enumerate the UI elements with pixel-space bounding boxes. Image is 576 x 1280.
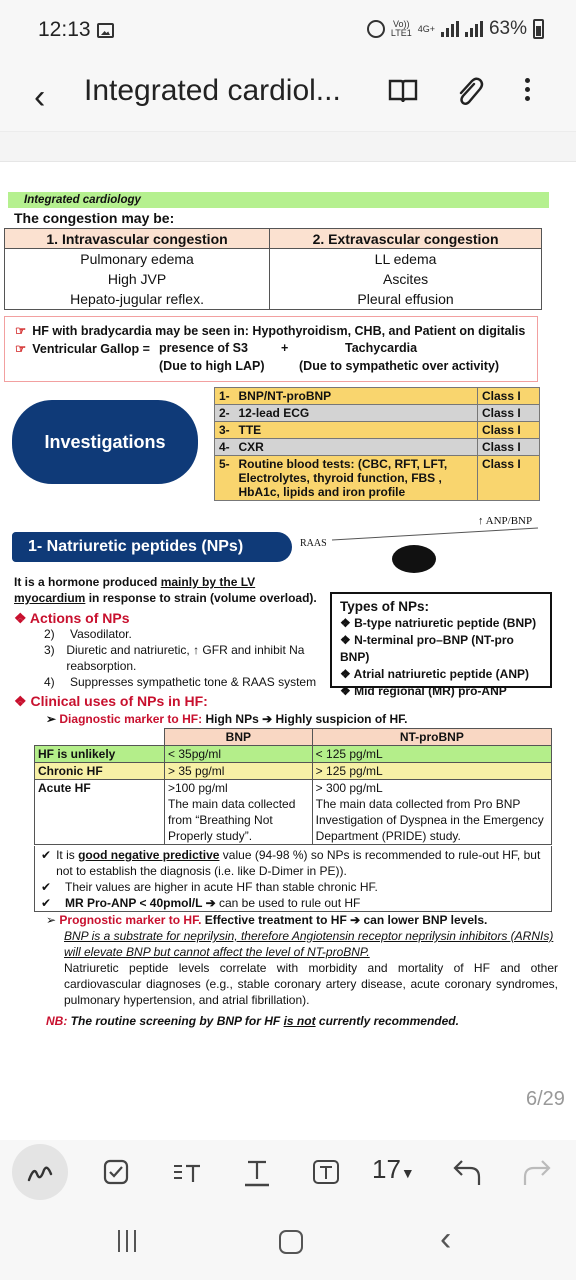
back-nav-icon[interactable]: ‹ bbox=[440, 1220, 452, 1258]
table-header: NT-proBNP bbox=[312, 729, 551, 746]
status-indicators bbox=[367, 18, 544, 40]
actions-list bbox=[44, 626, 334, 690]
table-row: Chronic HF > 35 pg/ml > 125 pg/mL bbox=[35, 763, 552, 780]
note-text: Tachycardia bbox=[345, 341, 418, 355]
gallery-notification-icon bbox=[97, 23, 114, 38]
list-item: ✔ Their values are higher in acute HF than stable chronic HF. bbox=[41, 880, 378, 894]
list-item: 3) Diuretic and natriuretic, ↑ GFR and inhibit Na reabsorption. bbox=[44, 643, 305, 673]
system-nav-bar bbox=[0, 1206, 576, 1280]
book-icon[interactable] bbox=[388, 78, 418, 104]
redo-icon[interactable] bbox=[522, 1156, 552, 1188]
annotation-toolbar bbox=[0, 1140, 576, 1206]
note-line: ☞ Ventricular Gallop = bbox=[15, 342, 150, 356]
app-bar bbox=[0, 62, 576, 132]
table-cell: LL edema Ascites Pleural effusion bbox=[270, 249, 542, 310]
actions-heading: ❖ Actions of NPs bbox=[14, 610, 130, 626]
section-title-np: 1- Natriuretic peptides (NPs) bbox=[12, 532, 292, 562]
bnp-thresholds-table bbox=[34, 728, 552, 845]
list-item: ✔ MR Pro-ANP < 40pmol/L ➔ can be used to rule out HF bbox=[41, 896, 361, 910]
text-spacing-icon[interactable] bbox=[172, 1156, 202, 1188]
pointing-hand-icon: ☞ bbox=[15, 324, 27, 338]
table-header: 2. Extravascular congestion bbox=[270, 229, 542, 249]
chapter-header: Integrated cardiology bbox=[8, 192, 549, 208]
status-time: 12:13 bbox=[38, 18, 91, 41]
np-notes-checklist bbox=[34, 846, 552, 912]
diagnostic-marker-line: ➢ Diagnostic marker to HF: High NPs ➔ Highly suspicion of HF. bbox=[46, 712, 408, 726]
list-item: ❖ Mid regional (MR) pro-ANP bbox=[340, 684, 507, 698]
investigations-title: Investigations bbox=[12, 400, 198, 484]
congestion-title: The congestion may be: bbox=[14, 210, 175, 226]
list-item: ✔ It is good negative predictive value (94-98 %) so NPs is recommended to rule-out HF, but not to establish the diagnosis (i.e. like D-Dimer in PE)). bbox=[41, 848, 541, 878]
alarm-icon bbox=[367, 20, 385, 38]
note-text: + bbox=[281, 341, 289, 355]
note-line: ☞ HF with bradycardia may be seen in: Hypothyroidism, CHB, and Patient on digitalis bbox=[15, 324, 526, 338]
list-item: 4) Suppresses sympathetic tone & RAAS system bbox=[44, 675, 317, 689]
note-text: (Due to high LAP) bbox=[159, 359, 265, 373]
table-cell: Pulmonary edema High JVP Hepato-jugular reflex. bbox=[5, 249, 270, 310]
note-text: (Due to sympathetic over activity) bbox=[299, 359, 500, 373]
status-bar bbox=[0, 0, 576, 62]
table-row: Acute HF >100 pg/ml The main data collected from “Breathing Not Properly study”. > 300 pg/mL The main data collected from Pro BNP Investigation of Dyspnea in the Emergency Department (PRIDE) study. bbox=[35, 780, 552, 845]
raas-label: RAAS bbox=[300, 538, 327, 549]
list-item: ❖ Atrial natriuretic peptide (ANP) bbox=[340, 667, 530, 681]
text-style-icon[interactable] bbox=[242, 1156, 272, 1188]
undo-icon[interactable] bbox=[452, 1156, 482, 1188]
balance-diagram bbox=[330, 526, 540, 576]
note-text: presence of S3 bbox=[159, 341, 248, 355]
list-item: ❖ B-type natriuretic peptide (BNP) bbox=[340, 616, 537, 630]
document-title: Integrated cardiol... bbox=[84, 74, 341, 107]
volte-indicator: Vo)) LTE1 bbox=[390, 19, 412, 38]
clinical-uses-heading: ❖ Clinical uses of NPs in HF: bbox=[14, 693, 208, 709]
document-page[interactable] bbox=[0, 132, 576, 1140]
types-title: Types of NPs: bbox=[340, 599, 430, 614]
np-types-box bbox=[330, 592, 552, 698]
prognostic-marker-section: ➢ Prognostic marker to HF. Effective treatment to HF ➔ can lower BNP levels. BNP is a substrate for neprilysin, therefore Angiotensin receptor neprilysin inhibitors (ARNIs) will elevate BNP but cannot affect the level of NT-proBNP. Natriuretic peptide levels correlate with morbidity and mortality of HF and other cardiovascular diagnoses (e.g., stable coronary artery disease, acute coronary syndromes, pulmonary hypertension, and atrial fibrillation). bbox=[46, 913, 558, 1007]
home-icon[interactable] bbox=[279, 1230, 303, 1254]
network-gen: 4G+ bbox=[417, 23, 435, 34]
font-size-selector[interactable]: 17▼ bbox=[372, 1154, 415, 1184]
table-header: BNP bbox=[165, 729, 313, 746]
text-box-icon[interactable] bbox=[312, 1156, 340, 1188]
pointing-hand-icon: ☞ bbox=[15, 342, 27, 356]
page-indicator: 6/29 bbox=[526, 1088, 565, 1110]
checkbox-icon[interactable] bbox=[102, 1156, 130, 1188]
battery-level: 63% bbox=[488, 18, 527, 39]
chevron-down-icon: ▼ bbox=[400, 1165, 415, 1181]
list-item: 2) Vasodilator. bbox=[44, 627, 132, 641]
anp-bnp-label: ↑ ANP/BNP bbox=[478, 515, 533, 527]
nb-note: NB: The routine screening by BNP for HF is not currently recommended. bbox=[46, 1014, 459, 1028]
recents-icon[interactable] bbox=[118, 1230, 142, 1254]
congestion-table bbox=[4, 228, 542, 310]
notes-box bbox=[4, 316, 538, 382]
list-item: ❖ N-terminal pro–BNP (NT-pro BNP) bbox=[340, 633, 514, 664]
table-header: 1. Intravascular congestion bbox=[5, 229, 270, 249]
attach-icon[interactable] bbox=[454, 76, 484, 108]
signal-icon bbox=[441, 21, 459, 37]
investigations-table: 1- BNP/NT-proBNP Class I 2- 12-lead ECG Class I 3- TTE Class I 4- CXR Class I 5- Routine blood tests: (CBC, RFT, LFT, Electrolytes, thyroid function, FBS , HbA1c, lipids and iron profile Class I bbox=[214, 387, 540, 501]
more-icon[interactable] bbox=[520, 74, 534, 110]
table-row: HF is unlikely < 35pg/ml < 125 pg/mL bbox=[35, 746, 552, 763]
signal-roaming-icon bbox=[465, 21, 483, 37]
pen-icon[interactable] bbox=[12, 1144, 68, 1200]
battery-icon bbox=[533, 19, 544, 39]
np-description: It is a hormone produced mainly by the LV myocardium in response to strain (volume overload). bbox=[14, 575, 317, 605]
back-icon[interactable]: ‹ bbox=[34, 78, 46, 116]
table-header bbox=[35, 729, 165, 746]
page-top-band bbox=[0, 132, 576, 162]
